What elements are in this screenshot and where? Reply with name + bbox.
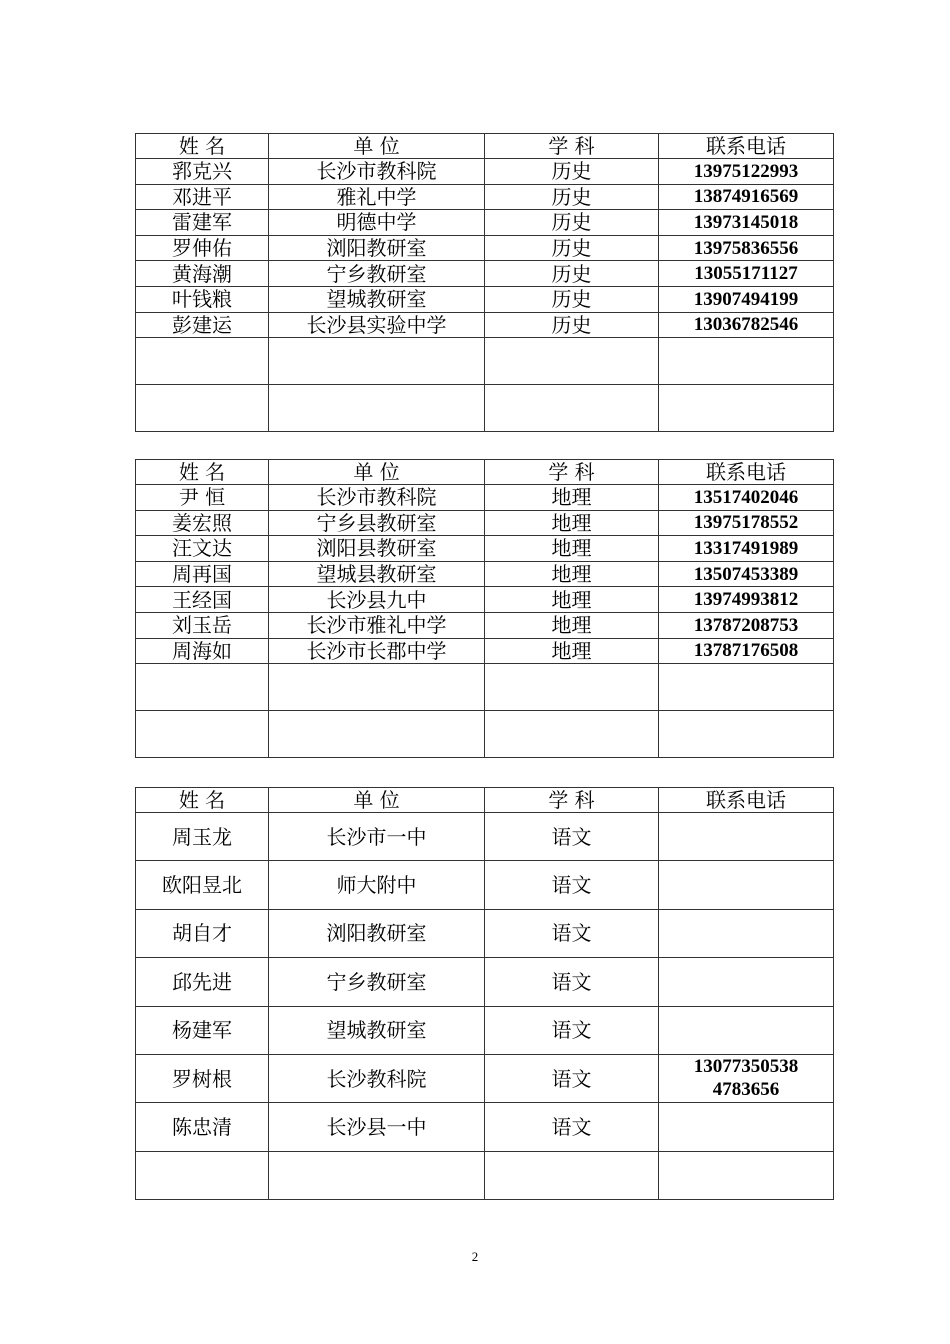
empty-cell	[659, 711, 834, 758]
header-name: 姓 名	[136, 134, 269, 159]
empty-cell	[485, 664, 659, 711]
empty-cell	[136, 664, 269, 711]
cell-unit: 浏阳教研室	[269, 235, 485, 261]
cell-phone	[659, 1054, 834, 1102]
empty-cell	[659, 385, 834, 432]
phone-line: 4783656	[712, 1078, 780, 1100]
cell-name: 周再国	[136, 561, 269, 587]
table-header-row	[136, 788, 834, 813]
cell-unit: 望城县教研室	[269, 561, 485, 587]
cell-subject: 历史	[485, 286, 659, 312]
empty-row	[136, 338, 834, 385]
header-phone: 联系电话	[659, 134, 834, 159]
header-unit: 单 位	[269, 134, 485, 159]
empty-cell	[269, 338, 485, 385]
cell-unit: 长沙市教科院	[269, 485, 485, 511]
cell-name: 罗树根	[136, 1054, 269, 1102]
cell-unit: 长沙县九中	[269, 587, 485, 613]
empty-cell	[269, 664, 485, 711]
empty-row	[136, 1151, 834, 1199]
cell-unit: 宁乡县教研室	[269, 510, 485, 536]
empty-cell	[269, 385, 485, 432]
header-subject: 学 科	[485, 460, 659, 485]
cell-phone	[659, 813, 834, 861]
cell-unit: 雅礼中学	[269, 184, 485, 210]
cell-name: 陈忠清	[136, 1103, 269, 1151]
cell-name: 叶钱粮	[136, 286, 269, 312]
table-row	[136, 184, 834, 210]
cell-subject: 语文	[485, 1054, 659, 1102]
header-name: 姓 名	[136, 788, 269, 813]
cell-unit: 浏阳县教研室	[269, 536, 485, 562]
cell-subject: 地理	[485, 638, 659, 664]
cell-unit: 长沙市一中	[269, 813, 485, 861]
cell-phone: 13974993812	[659, 587, 834, 613]
empty-cell	[659, 664, 834, 711]
cell-unit: 宁乡教研室	[269, 261, 485, 287]
empty-cell	[136, 1151, 269, 1199]
cell-subject: 地理	[485, 510, 659, 536]
table-row	[136, 510, 834, 536]
empty-row	[136, 385, 834, 432]
cell-name: 杨建军	[136, 1006, 269, 1054]
cell-subject: 语文	[485, 958, 659, 1006]
cell-unit: 长沙市教科院	[269, 159, 485, 185]
cell-phone	[659, 909, 834, 957]
cell-name: 郛克兴	[136, 159, 269, 185]
empty-cell	[136, 385, 269, 432]
cell-name: 刘玉岳	[136, 612, 269, 638]
cell-phone: 13787176508	[659, 638, 834, 664]
empty-row	[136, 664, 834, 711]
table-row	[136, 536, 834, 562]
cell-phone: 13055171127	[659, 261, 834, 287]
header-unit: 单 位	[269, 460, 485, 485]
table-row	[136, 235, 834, 261]
cell-phone	[659, 861, 834, 909]
phone-line: 13077350538	[693, 1055, 799, 1077]
table-row	[136, 612, 834, 638]
cell-phone: 13787208753	[659, 612, 834, 638]
cell-phone: 13036782546	[659, 312, 834, 338]
cell-subject: 历史	[485, 235, 659, 261]
table-row	[136, 159, 834, 185]
table-row	[136, 210, 834, 236]
table-row	[136, 958, 834, 1006]
empty-cell	[659, 1151, 834, 1199]
table-row	[136, 261, 834, 287]
table-row	[136, 1054, 834, 1102]
history-staff-table	[135, 133, 834, 432]
cell-phone: 13975178552	[659, 510, 834, 536]
table-row	[136, 1103, 834, 1151]
cell-subject: 语文	[485, 861, 659, 909]
cell-name: 周海如	[136, 638, 269, 664]
cell-unit: 长沙县实验中学	[269, 312, 485, 338]
empty-cell	[269, 1151, 485, 1199]
cell-phone	[659, 1006, 834, 1054]
cell-name: 欧阳昱北	[136, 861, 269, 909]
empty-cell	[485, 338, 659, 385]
table-row	[136, 485, 834, 511]
cell-unit: 望城教研室	[269, 1006, 485, 1054]
cell-phone: 13973145018	[659, 210, 834, 236]
cell-subject: 地理	[485, 485, 659, 511]
cell-phone: 13317491989	[659, 536, 834, 562]
cell-unit: 长沙市雅礼中学	[269, 612, 485, 638]
table-row	[136, 587, 834, 613]
cell-name: 周玉龙	[136, 813, 269, 861]
empty-cell	[659, 338, 834, 385]
cell-unit: 望城教研室	[269, 286, 485, 312]
cell-name: 尹 恒	[136, 485, 269, 511]
empty-row	[136, 711, 834, 758]
table-row	[136, 286, 834, 312]
cell-phone: 13874916569	[659, 184, 834, 210]
cell-name: 胡自才	[136, 909, 269, 957]
cell-unit: 长沙县一中	[269, 1103, 485, 1151]
cell-unit: 长沙市长郡中学	[269, 638, 485, 664]
cell-name: 邓进平	[136, 184, 269, 210]
cell-subject: 历史	[485, 210, 659, 236]
cell-phone: 13975836556	[659, 235, 834, 261]
cell-subject: 语文	[485, 1006, 659, 1054]
cell-subject: 历史	[485, 159, 659, 185]
table-row	[136, 909, 834, 957]
geography-staff-table	[135, 459, 834, 758]
cell-name: 罗伸佑	[136, 235, 269, 261]
empty-cell	[485, 711, 659, 758]
table-row	[136, 1006, 834, 1054]
table-row	[136, 312, 834, 338]
cell-phone: 13517402046	[659, 485, 834, 511]
table-header-row	[136, 134, 834, 159]
cell-subject: 地理	[485, 612, 659, 638]
cell-name: 彭建运	[136, 312, 269, 338]
cell-subject: 历史	[485, 184, 659, 210]
cell-name: 邱先进	[136, 958, 269, 1006]
cell-phone	[659, 1103, 834, 1151]
table-row	[136, 813, 834, 861]
table-row	[136, 638, 834, 664]
table-row	[136, 561, 834, 587]
cell-name: 姜宏照	[136, 510, 269, 536]
cell-unit: 宁乡教研室	[269, 958, 485, 1006]
cell-unit: 浏阳教研室	[269, 909, 485, 957]
header-name: 姓 名	[136, 460, 269, 485]
cell-subject: 语文	[485, 909, 659, 957]
cell-phone	[659, 958, 834, 1006]
empty-cell	[136, 338, 269, 385]
cell-subject: 地理	[485, 587, 659, 613]
header-phone: 联系电话	[659, 460, 834, 485]
cell-unit: 明德中学	[269, 210, 485, 236]
cell-name: 汪文达	[136, 536, 269, 562]
cell-subject: 历史	[485, 312, 659, 338]
cell-subject: 语文	[485, 1103, 659, 1151]
cell-unit: 长沙教科院	[269, 1054, 485, 1102]
cell-name: 王经国	[136, 587, 269, 613]
page-number: 2	[471, 1249, 479, 1264]
header-subject: 学 科	[485, 134, 659, 159]
empty-cell	[136, 711, 269, 758]
header-unit: 单 位	[269, 788, 485, 813]
cell-subject: 历史	[485, 261, 659, 287]
cell-subject: 语文	[485, 813, 659, 861]
table-row	[136, 861, 834, 909]
empty-cell	[485, 385, 659, 432]
cell-name: 雷建军	[136, 210, 269, 236]
cell-subject: 地理	[485, 536, 659, 562]
cell-name: 黄海潮	[136, 261, 269, 287]
empty-cell	[485, 1151, 659, 1199]
header-phone: 联系电话	[659, 788, 834, 813]
cell-phone: 13975122993	[659, 159, 834, 185]
cell-unit: 师大附中	[269, 861, 485, 909]
cell-phone: 13507453389	[659, 561, 834, 587]
chinese-staff-table	[135, 787, 834, 1200]
table-header-row	[136, 460, 834, 485]
cell-subject: 地理	[485, 561, 659, 587]
empty-cell	[269, 711, 485, 758]
header-subject: 学 科	[485, 788, 659, 813]
cell-phone: 13907494199	[659, 286, 834, 312]
